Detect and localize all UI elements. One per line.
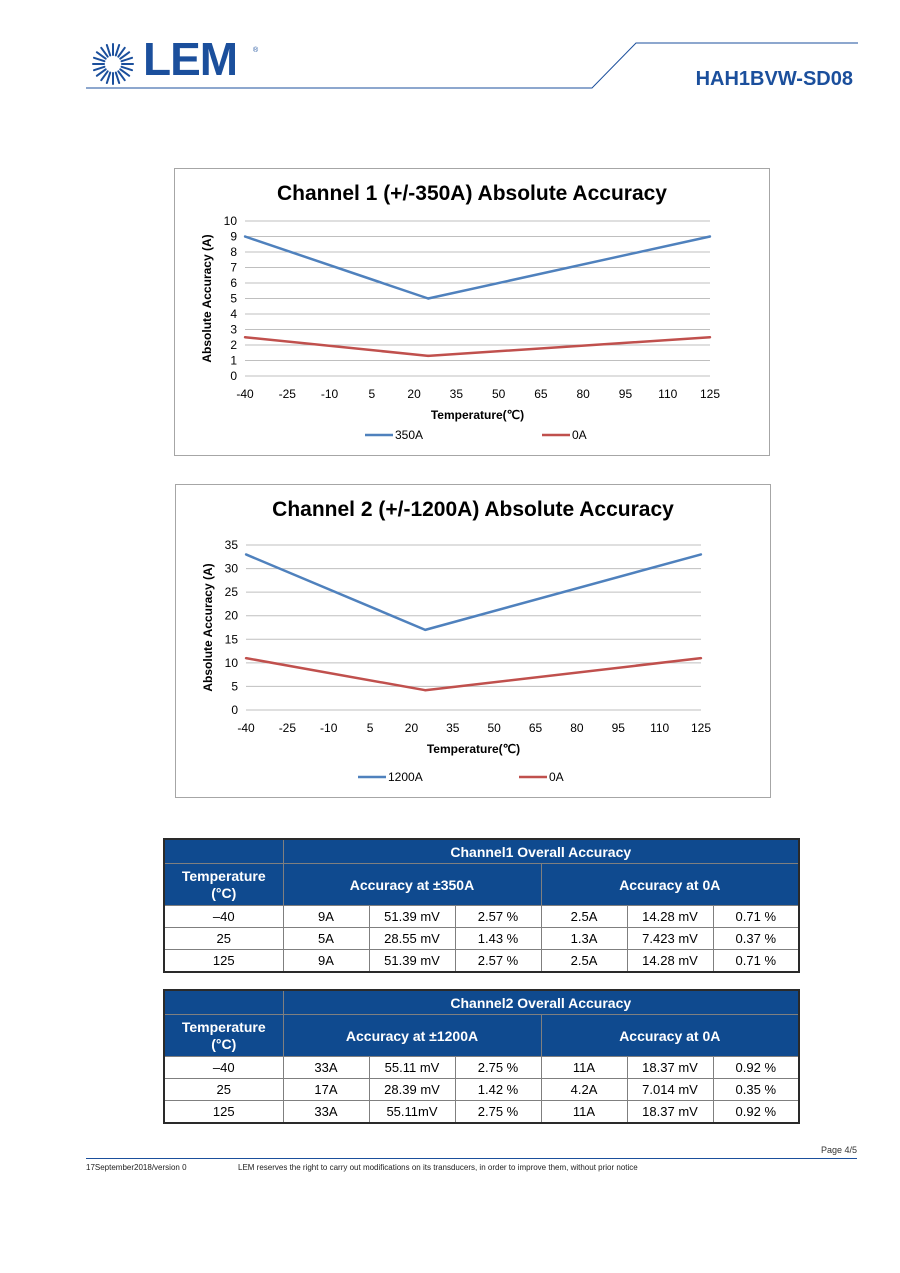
y-tick-label: 0 — [230, 369, 237, 383]
value-cell: 5A — [283, 928, 369, 950]
table-title: Channel1 Overall Accuracy — [283, 839, 799, 864]
value-cell: 33A — [283, 1101, 369, 1124]
x-tick-label: 5 — [366, 721, 374, 735]
x-tick-label: 5 — [368, 387, 376, 401]
y-tick-label: 5 — [231, 679, 238, 694]
y-tick-label: 30 — [224, 561, 238, 576]
chart-channel1-plot — [175, 169, 771, 457]
temperature-unit: (°C) — [211, 1035, 237, 1052]
temperature-cell: 125 — [164, 950, 283, 973]
y-axis-label: Absolute Accuracy (A) — [200, 234, 214, 363]
y-tick-label: 5 — [230, 291, 237, 306]
data-point — [427, 297, 429, 299]
group-header-rated: Accuracy at ±350A — [283, 864, 541, 906]
value-cell: 11A — [541, 1057, 627, 1079]
value-cell: 1.43 % — [455, 928, 541, 950]
value-cell: 11A — [541, 1101, 627, 1124]
data-point — [427, 355, 429, 357]
value-cell: 9A — [283, 950, 369, 973]
blank-header-cell — [164, 839, 283, 864]
y-tick-label: 9 — [230, 229, 237, 244]
x-tick-label: 95 — [611, 721, 625, 735]
value-cell: 7.423 mV — [627, 928, 713, 950]
value-cell: 17A — [283, 1079, 369, 1101]
table-row — [164, 928, 799, 950]
legend-label: 0A — [549, 770, 564, 784]
chart-title: Channel 2 (+/-1200A) Absolute Accuracy — [272, 498, 674, 521]
footer-disclaimer: LEM reserves the right to carry out modifications on its transducers, in order to improve them, without prior notice — [238, 1163, 638, 1172]
value-cell: 0.71 % — [713, 950, 799, 973]
logo-registered-mark: ® — [253, 47, 259, 54]
x-tick-label: 20 — [404, 721, 419, 735]
y-tick-label: 10 — [223, 214, 237, 228]
footer-date-version: 17September2018/version 0 — [86, 1163, 187, 1172]
y-tick-label: 1 — [230, 353, 237, 368]
temperature-header — [164, 1015, 283, 1057]
value-cell: 33A — [283, 1057, 369, 1079]
value-cell: 55.11mV — [369, 1101, 455, 1124]
x-tick-label: 50 — [487, 721, 501, 735]
value-cell: 7.014 mV — [627, 1079, 713, 1101]
chart-channel2 — [175, 484, 771, 798]
value-cell: 14.28 mV — [627, 950, 713, 973]
value-cell: 9A — [283, 906, 369, 928]
legend-label: 350A — [395, 428, 424, 442]
x-tick-label: -25 — [278, 387, 296, 401]
x-tick-label: 35 — [449, 387, 464, 401]
temperature-cell: 25 — [164, 1079, 283, 1101]
y-tick-label: 25 — [224, 585, 238, 600]
y-tick-label: 10 — [224, 655, 238, 670]
value-cell: 4.2A — [541, 1079, 627, 1101]
chart-channel1 — [174, 168, 770, 456]
data-point — [700, 553, 702, 555]
temperature-label: Temperature — [181, 1018, 266, 1035]
page-number: Page 4/5 — [820, 1145, 857, 1155]
group-header-zero: Accuracy at 0A — [541, 864, 799, 906]
y-tick-label: 0 — [231, 703, 238, 717]
x-tick-label: 110 — [658, 387, 678, 401]
value-cell: 2.5A — [541, 950, 627, 973]
x-tick-label: 80 — [570, 721, 584, 735]
y-tick-label: 6 — [230, 276, 237, 290]
data-point — [700, 657, 702, 659]
value-cell: 2.57 % — [455, 906, 541, 928]
logo-text: LEM — [143, 33, 238, 85]
data-point — [424, 689, 426, 691]
table-title: Channel2 Overall Accuracy — [283, 990, 799, 1015]
y-tick-label: 2 — [230, 338, 237, 352]
y-tick-label: 20 — [224, 608, 238, 623]
data-point — [709, 336, 711, 338]
value-cell: 0.35 % — [713, 1079, 799, 1101]
data-point — [245, 553, 247, 555]
group-header-zero: Accuracy at 0A — [541, 1015, 799, 1057]
value-cell: 0.37 % — [713, 928, 799, 950]
value-cell: 51.39 mV — [369, 906, 455, 928]
y-tick-label: 8 — [230, 245, 237, 259]
temperature-cell: –40 — [164, 906, 283, 928]
y-tick-label: 35 — [224, 538, 238, 552]
x-tick-label: -40 — [236, 387, 254, 401]
value-cell: 18.37 mV — [627, 1057, 713, 1079]
legend-label: 1200A — [388, 770, 423, 784]
table-row — [164, 1079, 799, 1101]
value-cell: 28.39 mV — [369, 1079, 455, 1101]
temperature-cell: 125 — [164, 1101, 283, 1124]
value-cell: 0.92 % — [713, 1101, 799, 1124]
value-cell: 55.11 mV — [369, 1057, 455, 1079]
value-cell: 1.42 % — [455, 1079, 541, 1101]
x-axis-label: Temperature(℃) — [430, 408, 525, 422]
group-header-rated: Accuracy at ±1200A — [283, 1015, 541, 1057]
chart-title: Channel 1 (+/-350A) Absolute Accuracy — [277, 182, 667, 205]
x-tick-label: 125 — [699, 387, 721, 401]
x-tick-label: 20 — [407, 387, 421, 401]
value-cell: 14.28 mV — [627, 906, 713, 928]
value-cell: 2.75 % — [455, 1101, 541, 1124]
data-point — [244, 336, 246, 338]
value-cell: 2.5A — [541, 906, 627, 928]
x-tick-label: 35 — [446, 721, 460, 735]
x-tick-label: 95 — [618, 387, 633, 401]
legend-label: 0A — [572, 428, 587, 442]
y-tick-label: 4 — [230, 307, 237, 321]
x-tick-label: -10 — [320, 387, 339, 401]
temperature-unit: (°C) — [211, 884, 237, 901]
data-point — [709, 235, 711, 237]
table-row — [164, 1101, 799, 1124]
value-cell: 0.71 % — [713, 906, 799, 928]
value-cell: 2.75 % — [455, 1057, 541, 1079]
y-tick-label: 15 — [224, 632, 238, 647]
value-cell: 18.37 mV — [627, 1101, 713, 1124]
y-tick-label: 3 — [230, 322, 237, 337]
x-tick-label: 125 — [690, 721, 712, 735]
blank-header-cell — [164, 990, 283, 1015]
value-cell: 2.57 % — [455, 950, 541, 973]
table-channel2-accuracy — [163, 989, 800, 1124]
data-point — [245, 657, 247, 659]
x-tick-label: -25 — [278, 721, 297, 735]
lem-sunburst-logo-icon — [93, 44, 133, 84]
y-tick-label: 7 — [230, 260, 237, 275]
chart-channel2-plot — [176, 485, 772, 799]
x-tick-label: 65 — [534, 387, 548, 401]
table-channel1-accuracy — [163, 838, 800, 973]
data-point — [244, 235, 246, 237]
x-tick-label: -40 — [237, 721, 255, 735]
temperature-label: Temperature — [181, 867, 266, 884]
x-axis-label: Temperature(℃) — [426, 742, 521, 756]
temperature-header — [164, 864, 283, 906]
document-code: HAH1BVW-SD08 — [695, 68, 853, 90]
value-cell: 28.55 mV — [369, 928, 455, 950]
value-cell: 1.3A — [541, 928, 627, 950]
x-tick-label: 110 — [650, 721, 670, 735]
x-tick-label: 65 — [528, 721, 543, 735]
y-axis-label: Absolute Accuracy (A) — [201, 563, 215, 692]
series-line — [245, 337, 710, 356]
x-tick-label: 80 — [576, 387, 590, 401]
footer-rule — [86, 1158, 857, 1159]
temperature-cell: 25 — [164, 928, 283, 950]
x-tick-label: 50 — [491, 387, 506, 401]
table-row — [164, 906, 799, 928]
x-tick-label: -10 — [320, 721, 338, 735]
data-point — [424, 629, 426, 631]
value-cell: 51.39 mV — [369, 950, 455, 973]
temperature-cell: –40 — [164, 1057, 283, 1079]
table-row — [164, 950, 799, 973]
value-cell: 0.92 % — [713, 1057, 799, 1079]
table-row — [164, 1057, 799, 1079]
